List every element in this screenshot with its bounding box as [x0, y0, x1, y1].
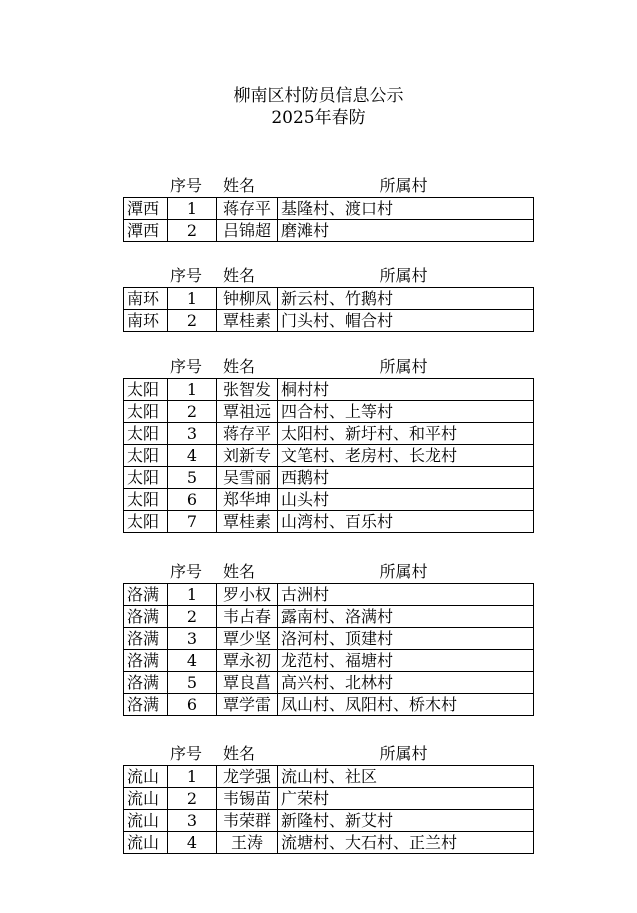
- table-row: [124, 788, 534, 810]
- header-num: 序号: [170, 176, 203, 195]
- cell-village: 西鹅村: [278, 467, 534, 489]
- table-row: [124, 606, 534, 628]
- table-group: [123, 561, 534, 716]
- header-num: 序号: [170, 562, 203, 581]
- cell-num: 4: [168, 650, 217, 672]
- cell-town: 太阳: [124, 423, 168, 445]
- cell-num: 5: [168, 467, 217, 489]
- cell-num: 1: [168, 198, 217, 220]
- cell-num: 2: [168, 606, 217, 628]
- cell-num: 1: [168, 288, 217, 310]
- page-title: 柳南区村防员信息公示: [233, 86, 404, 106]
- cell-town: 太阳: [124, 489, 168, 511]
- table-row: [124, 628, 534, 650]
- cell-village: 桐村村: [278, 379, 534, 401]
- cell-num: 5: [168, 672, 217, 694]
- table-row: [124, 489, 534, 511]
- roster-table: [123, 287, 534, 332]
- header-village: 所属村: [379, 744, 428, 763]
- table-row: [124, 401, 534, 423]
- table-row: [124, 650, 534, 672]
- table-row: [124, 467, 534, 489]
- cell-name: 覃良菖: [217, 672, 278, 694]
- table-header: [123, 175, 534, 197]
- table-row: [124, 584, 534, 606]
- header-name: 姓名: [223, 744, 256, 763]
- header-village: 所属村: [379, 176, 428, 195]
- cell-village: 山湾村、百乐村: [278, 511, 534, 533]
- page-subtitle: 2025年春防: [271, 108, 366, 128]
- cell-village: 四合村、上等村: [278, 401, 534, 423]
- cell-num: 3: [168, 810, 217, 832]
- cell-name: 张智发: [217, 379, 278, 401]
- header-village: 所属村: [379, 266, 428, 285]
- table-row: [124, 288, 534, 310]
- cell-num: 2: [168, 788, 217, 810]
- cell-num: 3: [168, 628, 217, 650]
- header-name: 姓名: [223, 176, 256, 195]
- header-num: 序号: [170, 357, 203, 376]
- cell-num: 1: [168, 379, 217, 401]
- table-row: [124, 423, 534, 445]
- cell-num: 4: [168, 832, 217, 854]
- roster-table: [123, 583, 534, 716]
- cell-town: 洛满: [124, 650, 168, 672]
- header-name: 姓名: [223, 357, 256, 376]
- table-row: [124, 379, 534, 401]
- cell-name: 龙学强: [217, 766, 278, 788]
- cell-town: 潭西: [124, 198, 168, 220]
- cell-name: 蒋存平: [217, 423, 278, 445]
- table-group: [123, 265, 534, 332]
- table-row: [124, 810, 534, 832]
- cell-town: 太阳: [124, 467, 168, 489]
- cell-num: 6: [168, 489, 217, 511]
- cell-town: 潭西: [124, 220, 168, 242]
- cell-town: 洛满: [124, 606, 168, 628]
- table-row: [124, 694, 534, 716]
- table-row: [124, 766, 534, 788]
- cell-name: 韦锡苗: [217, 788, 278, 810]
- cell-village: 山头村: [278, 489, 534, 511]
- cell-num: 1: [168, 584, 217, 606]
- cell-name: 覃学雷: [217, 694, 278, 716]
- cell-num: 6: [168, 694, 217, 716]
- cell-village: 流山村、社区: [278, 766, 534, 788]
- cell-village: 露南村、洛满村: [278, 606, 534, 628]
- header-num: 序号: [170, 266, 203, 285]
- cell-town: 太阳: [124, 379, 168, 401]
- cell-name: 覃桂素: [217, 511, 278, 533]
- cell-town: 洛满: [124, 672, 168, 694]
- table-row: [124, 511, 534, 533]
- cell-village: 流塘村、大石村、正兰村: [278, 832, 534, 854]
- roster-table: [123, 765, 534, 854]
- header-name: 姓名: [223, 266, 256, 285]
- cell-village: 新隆村、新艾村: [278, 810, 534, 832]
- cell-town: 流山: [124, 832, 168, 854]
- cell-village: 凤山村、凤阳村、桥木村: [278, 694, 534, 716]
- cell-town: 洛满: [124, 628, 168, 650]
- cell-town: 洛满: [124, 584, 168, 606]
- table-group: [123, 356, 534, 533]
- cell-town: 太阳: [124, 445, 168, 467]
- header-village: 所属村: [379, 562, 428, 581]
- cell-name: 罗小权: [217, 584, 278, 606]
- cell-village: 门头村、帽合村: [278, 310, 534, 332]
- cell-village: 基隆村、渡口村: [278, 198, 534, 220]
- table-header: [123, 743, 534, 765]
- table-group: [123, 743, 534, 854]
- cell-name: 钟柳凤: [217, 288, 278, 310]
- cell-name: 韦荣群: [217, 810, 278, 832]
- cell-num: 3: [168, 423, 217, 445]
- table-group: [123, 175, 534, 242]
- cell-village: 广荣村: [278, 788, 534, 810]
- table-row: [124, 310, 534, 332]
- header-name: 姓名: [223, 562, 256, 581]
- cell-town: 太阳: [124, 511, 168, 533]
- cell-name: 吕锦超: [217, 220, 278, 242]
- table-row: [124, 198, 534, 220]
- cell-village: 文笔村、老房村、长龙村: [278, 445, 534, 467]
- header-village: 所属村: [379, 357, 428, 376]
- table-header: [123, 561, 534, 583]
- cell-name: 覃永初: [217, 650, 278, 672]
- table-row: [124, 220, 534, 242]
- cell-num: 2: [168, 310, 217, 332]
- table-row: [124, 672, 534, 694]
- cell-town: 流山: [124, 810, 168, 832]
- cell-name: 蒋存平: [217, 198, 278, 220]
- cell-village: 高兴村、北林村: [278, 672, 534, 694]
- table-row: [124, 832, 534, 854]
- cell-name: 覃少坚: [217, 628, 278, 650]
- cell-num: 2: [168, 220, 217, 242]
- cell-name: 王涛: [217, 832, 278, 854]
- cell-town: 流山: [124, 788, 168, 810]
- cell-num: 2: [168, 401, 217, 423]
- cell-num: 1: [168, 766, 217, 788]
- cell-num: 7: [168, 511, 217, 533]
- cell-name: 刘新专: [217, 445, 278, 467]
- cell-village: 新云村、竹鹅村: [278, 288, 534, 310]
- cell-name: 覃桂素: [217, 310, 278, 332]
- cell-village: 龙范村、福塘村: [278, 650, 534, 672]
- table-header: [123, 356, 534, 378]
- cell-town: 南环: [124, 310, 168, 332]
- cell-village: 太阳村、新圩村、和平村: [278, 423, 534, 445]
- roster-table: [123, 197, 534, 242]
- cell-village: 洛河村、顶建村: [278, 628, 534, 650]
- cell-name: 覃祖远: [217, 401, 278, 423]
- cell-town: 太阳: [124, 401, 168, 423]
- cell-name: 吴雪丽: [217, 467, 278, 489]
- cell-village: 磨滩村: [278, 220, 534, 242]
- cell-village: 古洲村: [278, 584, 534, 606]
- table-row: [124, 445, 534, 467]
- roster-table: [123, 378, 534, 533]
- cell-name: 韦占春: [217, 606, 278, 628]
- table-header: [123, 265, 534, 287]
- cell-town: 流山: [124, 766, 168, 788]
- cell-name: 郑华坤: [217, 489, 278, 511]
- cell-num: 4: [168, 445, 217, 467]
- header-num: 序号: [170, 744, 203, 763]
- cell-town: 洛满: [124, 694, 168, 716]
- cell-town: 南环: [124, 288, 168, 310]
